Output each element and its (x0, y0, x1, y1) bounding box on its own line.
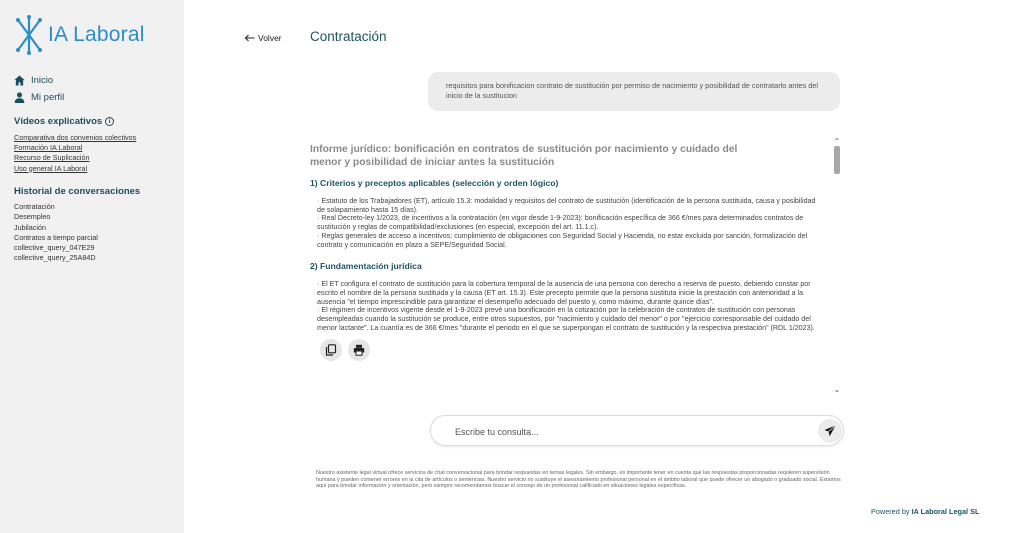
chat-input-container (430, 415, 844, 446)
video-link[interactable]: Comparativa dos convenios colectivos (14, 133, 137, 142)
history-title: Historial de conversaciones (14, 186, 141, 197)
nav-profile-label: Mi perfil (31, 91, 65, 103)
print-icon (353, 344, 365, 356)
scroll-up-icon[interactable]: ⌃ (833, 137, 841, 146)
history-item[interactable]: Contratación (14, 202, 55, 211)
nav-profile[interactable] (14, 89, 64, 105)
answer-actions (310, 339, 822, 361)
history-item[interactable]: Desempleo (14, 212, 51, 222)
chat-input[interactable] (455, 424, 815, 439)
videos-title: Vídeos explicativos (14, 116, 103, 127)
answer-line: · Real Decreto-ley 1/2023, de incentivos a la contratación (en vigor desde 1-9-2023): bonificación específica de 366 €/mes para determinados contratos de sustitución y reglas de compatibilidad/exclusiones (en especial, excepción del art. 11.1.c). (317, 214, 804, 232)
answer-title: Informe jurídico: bonificación en contratos de sustitución por nacimiento y cuidado del menor y posibilidad de iniciar antes la sustitución (310, 144, 738, 168)
answer-section-1 (310, 178, 822, 249)
assistant-answer (310, 144, 822, 389)
info-icon[interactable]: i (105, 117, 114, 126)
user-message-bubble: requisitos para bonificacion contrato de sustitución por permiso de nacimiento y posibilidad de contratarlo antes del inicio de la sustitucion (428, 72, 840, 111)
history-item[interactable]: collective_query_25A84D (14, 253, 96, 263)
history-list (14, 202, 98, 264)
print-button[interactable] (348, 339, 370, 361)
user-icon (14, 92, 25, 103)
answer-scrollbar[interactable] (832, 138, 842, 394)
send-button[interactable] (818, 419, 842, 443)
video-link[interactable]: Uso general IA Laboral (14, 163, 88, 173)
history-item[interactable]: Contratos a tiempo parcial (14, 232, 98, 242)
back-label: Volver (258, 33, 282, 43)
copy-icon (325, 344, 337, 356)
powered-by (871, 507, 979, 516)
logo-icon (14, 14, 44, 56)
main-nav (14, 72, 64, 106)
sidebar (0, 0, 184, 533)
nav-home[interactable] (14, 72, 64, 88)
powered-prefix: Powered by (871, 507, 910, 516)
video-link[interactable]: Formación IA Laboral (14, 143, 83, 153)
send-icon (824, 425, 836, 437)
home-icon (14, 75, 25, 86)
history-item[interactable]: collective_query_047E29 (14, 243, 95, 253)
scroll-down-icon[interactable]: ⌄ (833, 385, 841, 394)
videos-section-title (14, 116, 114, 127)
logo-text: IA Laboral (48, 23, 145, 46)
answer-line: · Estatuto de los Trabajadores (ET), artículo 15.3: modalidad y requisitos del contrato de sustitución (identificación de la persona sustituida, causa y posibilidad de solapamiento hasta 15 días). (317, 197, 816, 214)
answer-line: · El ET configura el contrato de sustitución para la cobertura temporal de la ausencia de una persona con derecho a reserva de puesto, debiendo constar por escrito el nombre de la persona sustituida y la causa (ET art. 15.3). Este precepto permite que la persona sustituta inicie la prestación con anterioridad a la ausencia "el tiempo imprescindible para garantizar el desempeño adecuado del puesto y, como máximo, durante quince días". (317, 280, 811, 306)
logo[interactable] (14, 14, 145, 56)
section-heading: 1) Criterios y preceptos aplicables (selección y orden lógico) (310, 178, 559, 188)
video-list (14, 133, 136, 174)
scroll-thumb[interactable] (834, 146, 840, 174)
video-link[interactable]: Recurso de Suplicación (14, 153, 90, 163)
answer-section-2 (310, 261, 822, 332)
arrow-left-icon (244, 34, 255, 42)
answer-line: · Reglas generales de acceso a incentivos: cumplimiento de obligaciones con Seguridad Social y Hacienda, no estar excluida por sanción, formalización del contrato y comunicación en plazo a SEPE/Seguridad Social. (317, 231, 808, 249)
back-button[interactable] (244, 33, 282, 43)
copy-button[interactable] (320, 339, 342, 361)
history-item[interactable]: Jubilación (14, 222, 46, 232)
section-heading: 2) Fundamentación jurídica (310, 261, 422, 272)
answer-line: · El régimen de incentivos vigente desde el 1-9-2023 prevé una bonificación en la cotización por la celebración de contratos de sustitución con personas desempleadas cuando la sustitución se produce, entre otros supuestos, por "nacimiento y cuidado del menor" o por "ejercicio corresponsable del cuidado del menor lactante". La cuantía es de 366 €/mes "durante el periodo en el que se superpongan el contrato de sustitución y la respectiva prestación" (RDL 1/2023). (317, 306, 815, 332)
legal-disclaimer: Nuestro asistente legal virtual ofrece servicios de chat conversacional para brindar respuestas en temas legales. Sin embargo, es importante tener en cuenta que las respuestas proporcionadas requieren supervisión humana y pueden contener errores en la cita de artículos o sentencias. Nuestro servicio no sustituye el asesoramiento profesional personal en el ámbito laboral que puede ofrecer un abogado o graduado social. Estamos aquí para brindar información y orientación, pero siempre recomendamos buscar el consejo de un profesional calificado en situaciones legales específicas. (316, 470, 841, 490)
page-title: Contratación (310, 29, 387, 44)
nav-home-label: Inicio (31, 74, 54, 86)
powered-company[interactable]: IA Laboral Legal SL (911, 507, 980, 516)
